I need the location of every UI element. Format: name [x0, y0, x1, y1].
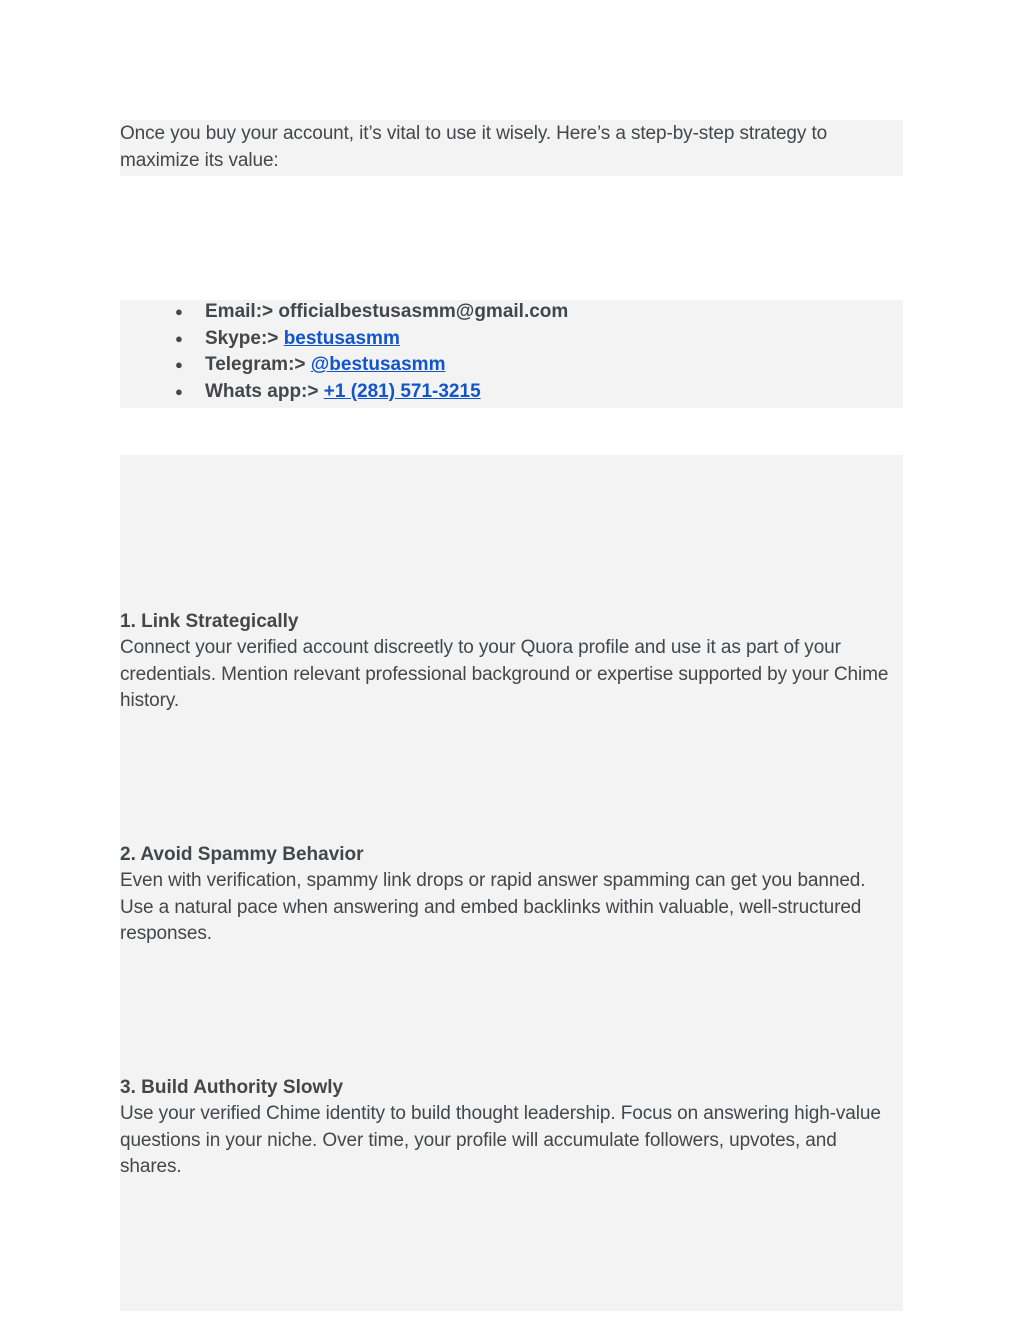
email-label: Email:> [205, 301, 279, 322]
contact-item-email [175, 299, 568, 326]
telegram-link[interactable]: @bestusasmm [310, 354, 446, 376]
step-1-title: 1. Link Strategically [120, 611, 299, 632]
bullet-icon: ● [175, 330, 183, 346]
step-1-body: Connect your verified account discreetly to your Quora profile and use it as part of your credentials. Mention relevant professional background or expertise supported by your Chime history. [120, 637, 889, 712]
email-value: officialbestusasmm@gmail.com [278, 301, 569, 322]
contact-item-whatsapp [175, 379, 568, 406]
step-3-title: 3. Build Authority Slowly [120, 1077, 344, 1098]
intro-paragraph: Once you buy your account, it’s vital to use it wisely. Here’s a step-by-step strategy to maximize its value: [120, 123, 828, 171]
intro-block [120, 120, 903, 176]
strategy-steps-block [120, 455, 903, 1311]
step-2 [120, 841, 903, 948]
whatsapp-link[interactable]: +1 (281) 571-3215 [323, 380, 481, 402]
step-3-body: Use your verified Chime identity to build thought leadership. Focus on answering high-value questions in your niche. Over time, your profile will accumulate followers, upvotes, and shares. [120, 1103, 881, 1178]
bullet-icon: ● [175, 383, 183, 399]
skype-label: Skype:> [205, 327, 284, 349]
telegram-label: Telegram:> [205, 354, 311, 376]
bullet-icon: ● [175, 304, 183, 319]
bullet-icon: ● [175, 357, 183, 373]
step-2-body: Even with verification, spammy link drops or rapid answer spamming can get you banned. Use a natural pace when answering and embed backlinks within valuable, well-structured responses. [120, 870, 866, 945]
step-3 [120, 1074, 903, 1181]
skype-link[interactable]: bestusasmm [283, 327, 400, 349]
contact-list [175, 299, 568, 405]
whatsapp-label: Whats app:> [205, 380, 324, 402]
contact-list-block [120, 300, 903, 408]
contact-item-skype [175, 326, 568, 353]
contact-item-telegram [175, 352, 568, 379]
step-2-title: 2. Avoid Spammy Behavior [120, 844, 364, 865]
step-1 [120, 608, 903, 715]
